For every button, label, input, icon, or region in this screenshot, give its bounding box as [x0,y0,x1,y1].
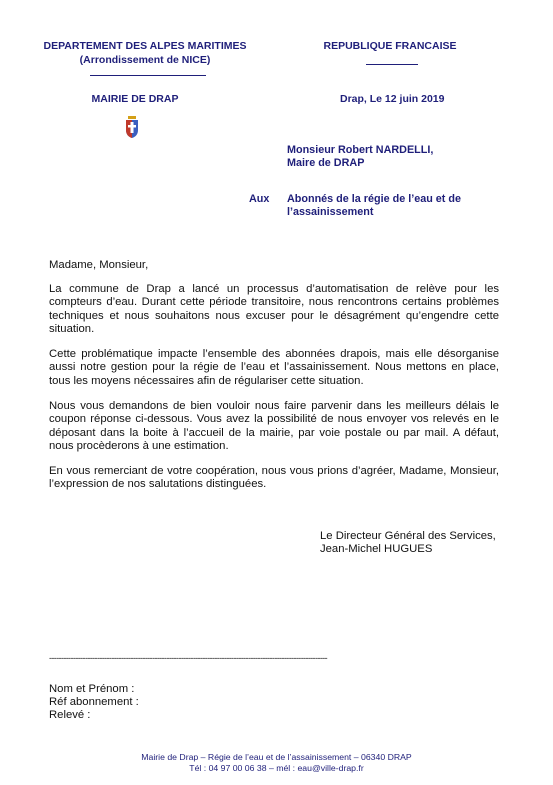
letter-date: Drap, Le 12 juin 2019 [340,93,445,105]
signature-name: Jean-Michel HUGUES [320,543,433,555]
sender-name: Monsieur Robert NARDELLI, [287,144,434,156]
recipient-line2: l’assainissement [287,206,374,218]
sender-title: Maire de DRAP [287,157,365,169]
paragraph-1: La commune de Drap a lancé un processus d’automatisation de relève pour les compteurs d’eau. Durant cette période transitoire, nous rencontrons certains problèmes techniques et nous souhaitons nous excuser pour le désagrément qu’engendre cette situation. [49,283,499,336]
republic-title: REPUBLIQUE FRANCAISE [323,40,457,52]
coupon-name-label: Nom et Prénom : [49,683,135,695]
header-left-underline [90,75,206,76]
arrondissement-subtitle: (Arrondissement de NICE) [79,54,211,66]
recipient-prefix: Aux [249,193,270,205]
footer-address: Mairie de Drap – Régie de l’eau et de l’assainissement – 06340 DRAP [141,752,412,762]
town-crest-icon [125,116,139,138]
department-title: DEPARTEMENT DES ALPES MARITIMES [43,40,247,52]
paragraph-2: Cette problématique impacte l’ensemble des abonnées drapois, mais elle désorganise aussi notre gestion pour la régie de l’eau et l’assainissement. Nous mettons en place, tous les moyens nécessaires afin de régulariser cette situation. [49,348,499,387]
mairie-name: MAIRIE DE DRAP [91,93,179,105]
footer-contact: Tél : 04 97 00 06 38 – mél : eau@ville-drap.fr [189,763,364,773]
salutation: Madame, Monsieur, [49,259,149,271]
coupon-cut-line: -------------------------------------------------------------------------------------------------------------------- [49,653,328,663]
header-right-underline [366,64,418,65]
coupon-reading-label: Relevé : [49,709,91,721]
paragraph-3: Nous vous demandons de bien vouloir nous faire parvenir dans les meilleurs délais le coupon réponse ci-dessous. Vous avez la possibilité de nous envoyer vos relevés en le déposant dans la boite à l’accueil de la mairie, par voie postale ou par mail. A défaut, nous procèderons à une estimation. [49,400,499,453]
paragraph-4: En vous remerciant de votre coopération, nous vous prions d’agréer, Madame, Monsieur, l’expression de nos salutations distinguées. [49,465,499,491]
signature-title: Le Directeur Général des Services, [320,530,496,542]
recipient-line1: Abonnés de la régie de l’eau et de [287,193,461,205]
coupon-ref-label: Réf abonnement : [49,696,139,708]
